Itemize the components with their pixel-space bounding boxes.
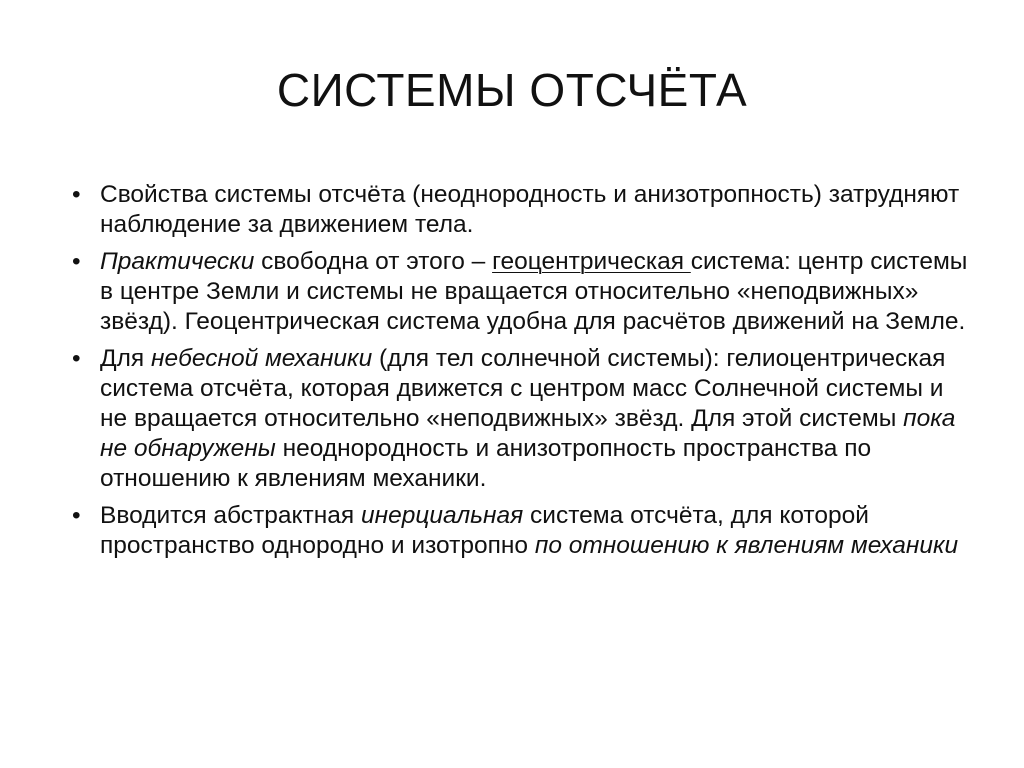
bullet-item bbox=[72, 180, 972, 240]
bullet-text-segment: свободна от этого – bbox=[254, 248, 493, 275]
bullet-text bbox=[100, 502, 958, 559]
italic-term: инерциальная bbox=[360, 502, 524, 529]
bullet-text bbox=[100, 181, 959, 238]
slide-title: СИСТЕМЫ ОТСЧЁТА bbox=[276, 64, 748, 116]
italic-term: пока не обнаружены bbox=[100, 405, 956, 462]
italic-term: небесной механики bbox=[150, 345, 373, 372]
italic-term: Практически bbox=[100, 248, 255, 275]
bullet-marker: • bbox=[72, 181, 81, 208]
bullet-marker: • bbox=[72, 248, 81, 275]
bullet-text-segment: Для bbox=[100, 345, 151, 372]
bullet-item bbox=[72, 344, 972, 494]
bullet-text bbox=[100, 345, 955, 492]
bullet-text-segment: неоднородность и анизотропность пространства по отношению к явлениям механики. bbox=[100, 435, 872, 492]
bullet-item bbox=[72, 501, 972, 561]
bullet-text-segment: (для тел солнечной системы): гелиоцентрическая система отсчёта, которая движется с центром масс Солнечной системы и не вращается относительно «неподвижных» звёзд. Для этой системы bbox=[100, 345, 946, 432]
bullet-marker: • bbox=[72, 345, 81, 372]
italic-term: по отношению к явлениям механики bbox=[534, 532, 959, 559]
bullet-text-segment: Свойства системы отсчёта (неоднородность и анизотропность) затрудняют наблюдение за движением тела. bbox=[100, 181, 960, 238]
bullet-text-segment: система отсчёта, для которой пространство однородно и изотропно bbox=[100, 502, 869, 559]
underlined-term: геоцентрическая bbox=[492, 248, 691, 275]
bullet-item bbox=[72, 247, 972, 337]
bullet-text-segment: Вводится абстрактная bbox=[100, 502, 361, 529]
bullet-marker: • bbox=[72, 502, 81, 529]
bullet-text bbox=[100, 248, 967, 335]
bullet-list bbox=[72, 180, 972, 568]
bullet-text-segment: система: центр системы в центре Земли и системы не вращается относительно «неподвижных» звёзд). Геоцентрическая система удобна для расчётов движений на Земле. bbox=[100, 248, 968, 335]
